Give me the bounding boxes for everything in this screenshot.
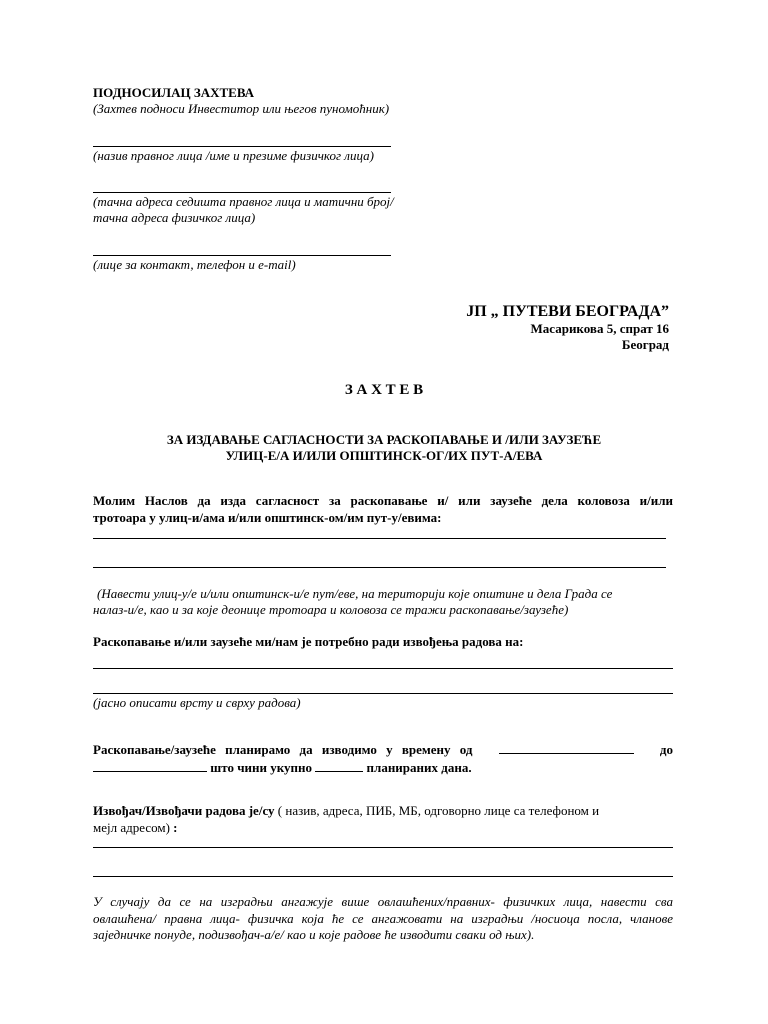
applicant-contact-field[interactable] <box>93 255 391 256</box>
section1-input-line-1[interactable] <box>93 538 666 539</box>
contractor-colon: : <box>169 820 178 835</box>
footer-note-2: овлашћена/ правна лица- физичка која ће се ангажовати на изградњи /носиоца посла, чланове <box>93 911 673 926</box>
date-from-field[interactable] <box>499 742 634 754</box>
recipient-city: Београд <box>621 337 669 352</box>
date-to-field[interactable] <box>93 760 207 772</box>
section1-text-2: тротоара у улиц-и/ама и/или општинск-ом/им пут-у/евима: <box>93 510 442 525</box>
applicant-contact-caption: (лице за контакт, телефон и e-mail) <box>93 257 296 272</box>
recipient-name: ЈП „ ПУТЕВИ БЕОГРАДА” <box>466 303 669 320</box>
section1-note-2: налаз-и/е, као и за које деонице тротоара и коловоза се тражи раскопавање/заузеће) <box>93 602 569 617</box>
applicant-heading: ПОДНОСИЛАЦ ЗАХТЕВА <box>93 85 255 100</box>
recipient-address: Масарикова 5, спрат 16 <box>530 321 669 336</box>
section4-text-2 <box>93 820 178 836</box>
footer-note-1: У случају да се на изградњи ангажује више овлашћених/правних- физичких лица, навести сва <box>93 894 673 909</box>
section3-to-label: до <box>659 742 673 757</box>
footer-note-3: заједничке понуде, подизвођач-а/е/ као и које радове ће изводити сваки од њих). <box>93 927 535 942</box>
applicant-address-field[interactable] <box>93 192 391 193</box>
page-title: З А Х Т Е В <box>344 382 424 398</box>
section3-line-1 <box>93 742 673 758</box>
section2-input-line-1[interactable] <box>93 668 673 669</box>
applicant-name-field[interactable] <box>93 146 391 147</box>
applicant-address-caption-2: тачна адреса физичког лица) <box>93 210 256 225</box>
section3-period-label: Раскопавање/заузеће планирамо да изводимо у времену од <box>93 742 473 757</box>
contractor-email-label: мејл адресом) <box>93 820 170 835</box>
section1-input-line-2[interactable] <box>93 567 666 568</box>
section2-text: Раскопавање и/или заузеће ми/нам је потребно ради извођења радова на: <box>93 634 524 649</box>
section3-total-label: што чини укупно <box>210 760 313 775</box>
applicant-note: (Захтев подноси Инвеститор или његов пуномоћник) <box>93 101 390 116</box>
applicant-address-caption-1: (тачна адреса седишта правног лица и матични број/ <box>93 194 394 209</box>
applicant-name-caption: (назив правног лица /име и презиме физичког лица) <box>93 148 374 163</box>
section4-text-1 <box>93 803 599 819</box>
contractor-label: Извођач/Извођачи радова је/су <box>93 803 275 818</box>
section1-note-1: (Навести улиц-у/е и/или општинск-и/е пут/еве, на територији које општине и дела Града се <box>97 586 613 601</box>
contractor-details-label: ( назив, адреса, ПИБ, МБ, одговорно лице са телефоном и <box>274 803 600 818</box>
section1-text-1: Молим Наслов да изда сагласност за раскопавање и/ или заузеће дела коловоза и/или <box>93 493 673 508</box>
section4-input-line-1[interactable] <box>93 847 673 848</box>
section3-line-2 <box>93 760 472 776</box>
section4-input-line-2[interactable] <box>93 876 673 877</box>
section2-note: (јасно описати врсту и сврху радова) <box>93 695 301 710</box>
section2-input-line-2[interactable] <box>93 693 673 694</box>
days-count-field[interactable] <box>315 760 363 772</box>
section3-days-label: планираних дана. <box>366 760 472 775</box>
subtitle-line-1: ЗА ИЗДАВАЊЕ САГЛАСНОСТИ ЗА РАСКОПАВАЊЕ И /ИЛИ ЗАУЗЕЋЕ <box>166 432 602 447</box>
subtitle-line-2: УЛИЦ-Е/А И/ИЛИ ОПШТИНСК-ОГ/ИХ ПУТ-А/ЕВА <box>225 448 543 463</box>
